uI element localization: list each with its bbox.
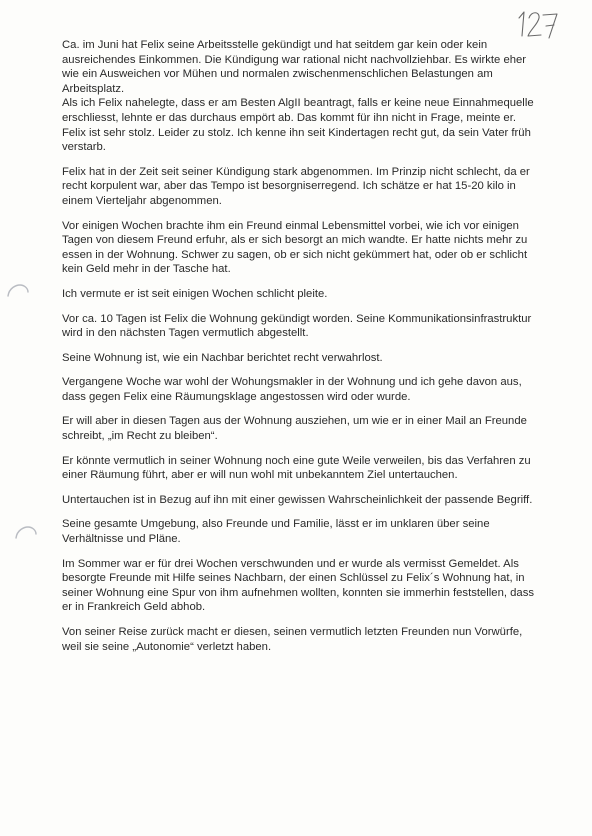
paragraph: Als ich Felix nahelegte, dass er am Besten AlgII beantragt, falls er keine neue Einnahmequelle erschliesst, lehnte er das durchaus empört ab. Das kommt für ihn nicht in Frage, meinte er. Felix ist sehr stolz. Leider zu stolz. Ich kenne ihn seit Kindertagen recht gut, da sein Vater früh verstarb. <box>62 97 534 154</box>
paragraph: Vor einigen Wochen brachte ihm ein Freund einmal Lebensmittel vorbei, wie ich vor einigen Tagen von diesem Freund erfuhr, als er sich besorgt an mich wandte. Er hatte nichts mehr zu essen in der Wohnung. Schwer zu sagen, ob er sich nicht gekümmert hat, oder ob er schlicht kein Geld mehr in der Tasche hat. <box>62 219 528 276</box>
paragraph: Felix hat in der Zeit seit seiner Kündigung stark abgenommen. Im Prinzip nicht schlecht, da er recht korpulent war, aber das Tempo ist besorgniserregend. Ich schätze er hat 15-20 kilo in einem Vierteljahr abgenommen. <box>62 165 530 207</box>
paragraph: Er will aber in diesen Tagen aus der Wohnung ausziehen, um wie er in einer Mail an Freunde schreibt, „im Recht zu bleiben“. <box>62 415 527 443</box>
punch-hole-mark <box>6 283 30 299</box>
punch-hole-mark <box>14 525 38 541</box>
paragraph: Er könnte vermutlich in seiner Wohnung noch eine gute Weile verweilen, bis das Verfahren zu einer Räumung führt, aber er will nun wohl mit unbekanntem Ziel untertauchen. <box>62 454 531 482</box>
paragraph: Seine Wohnung ist, wie ein Nachbar berichtet recht verwahrlost. <box>62 351 383 364</box>
paragraph: Untertauchen ist in Bezug auf ihn mit einer gewissen Wahrscheinlichkeit der passende Begriff. <box>62 493 533 506</box>
paragraph: Vor ca. 10 Tagen ist Felix die Wohnung gekündigt worden. Seine Kommunikationsinfrastruktur wird in den nächsten Tagen vermutlich abgestellt. <box>62 312 532 340</box>
paragraph: Von seiner Reise zurück macht er diesen, seinen vermutlich letzten Freunden nun Vorwürfe, weil sie seine „Autonomie“ verletzt haben. <box>62 626 523 653</box>
paragraph: Ich vermute er ist seit einigen Wochen schlicht pleite. <box>62 287 328 300</box>
letter-body <box>62 38 540 654</box>
paragraph: Im Sommer war er für drei Wochen verschwunden und er wurde als vermisst Gemeldet. Als besorgte Freunde mit Hilfe seines Nachbarn, der einen Schlüssel zu Felix´s Wohnung hat, in seiner Wohnung eine Spur von ihm aufnehmen wollten, konnten sie immerhin feststellen, dass er in Frankreich Geld abhob. <box>62 557 535 614</box>
paragraph: Vergangene Woche war wohl der Wohungsmakler in der Wohnung und ich gehe davon aus, dass gegen Felix eine Räumungsklage angestossen wird oder wurde. <box>62 376 522 403</box>
paragraph: Ca. im Juni hat Felix seine Arbeitsstelle gekündigt und hat seitdem gar kein oder kein ausreichendes Einkommen. Die Kündigung war rational nicht nachvollziehbar. Es wirkte eher wie ein Ausweichen vor Mühen und normalen zwischenmenschlichen Belastungen am Arbeitsplatz. <box>62 39 527 95</box>
paragraph: Seine gesamte Umgebung, also Freunde und Familie, lässt er im unklaren über seine Verhältnisse und Pläne. <box>62 518 490 546</box>
